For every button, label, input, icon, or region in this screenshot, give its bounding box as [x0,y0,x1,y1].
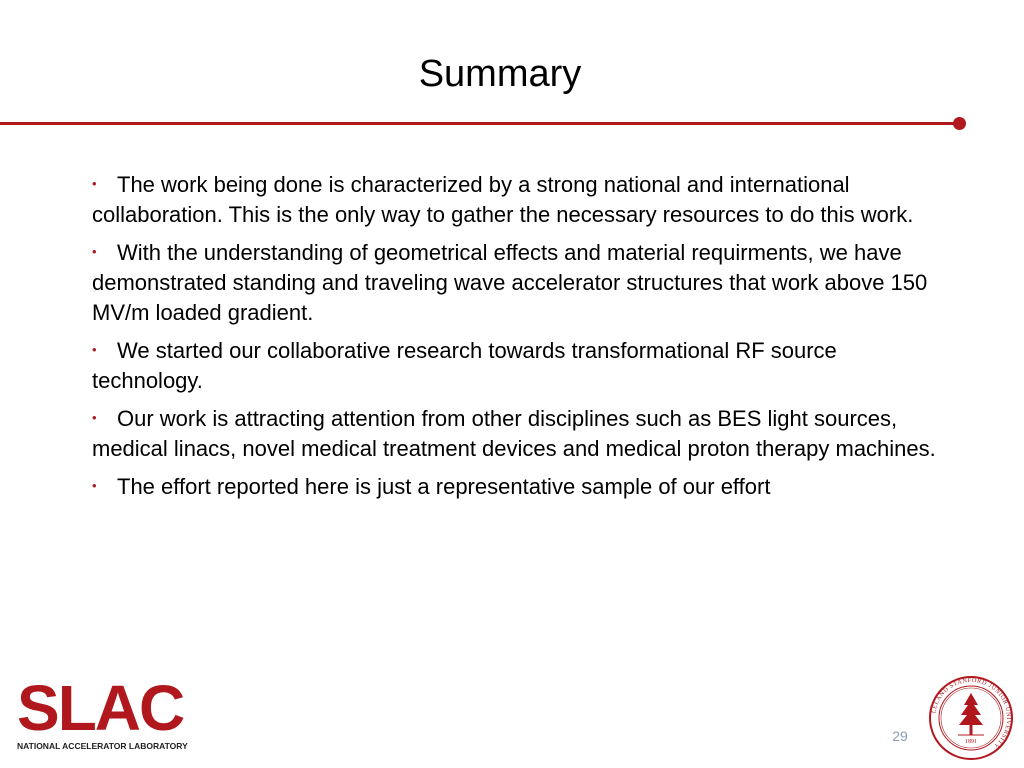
page-title: Summary [418,53,582,95]
bullet-item-1 [92,169,942,230]
bullet-text: The effort reported here is just a representative sample of our effort [117,474,771,499]
bullet-item-2 [92,237,942,328]
slac-logo-subtitle: NATIONAL ACCELERATOR LABORATORY [17,741,188,751]
bullet-list [92,169,942,509]
stanford-seal-icon [928,675,1014,761]
bullet-marker: • [92,176,97,191]
bullet-marker: • [92,410,97,425]
svg-text:1891: 1891 [965,739,977,745]
bullet-marker: • [92,244,97,259]
bullet-text: With the understanding of geometrical effects and material requirments, we have demonstrated standing and traveling wave accelerator structures that work above 150 MV/m loaded gradient. [92,240,928,325]
title-divider [0,122,958,125]
title-divider-end-dot [953,117,966,130]
bullet-item-4 [92,403,942,464]
bullet-text: The work being done is characterized by a strong national and international collaboration. This is the only way to gather the necessary resources to do this work. [92,172,914,227]
bullet-marker: • [92,478,97,493]
svg-text:LELAND STANFORD JUNIOR UNIVERS: LELAND STANFORD JUNIOR UNIVERSITY [930,676,1013,750]
slac-logo [15,672,195,754]
bullet-text: Our work is attracting attention from other disciplines such as BES light sources, medical linacs, novel medical treatment devices and medical proton therapy machines. [92,406,936,461]
bullet-text: We started our collaborative research towards transformational RF source technology. [92,338,837,393]
slac-logo-wordmark: SLAC [17,672,184,744]
bullet-marker: • [92,342,97,357]
bullet-item-3 [92,335,942,396]
bullet-item-5 [92,471,942,502]
page-number: 29 [892,728,908,744]
